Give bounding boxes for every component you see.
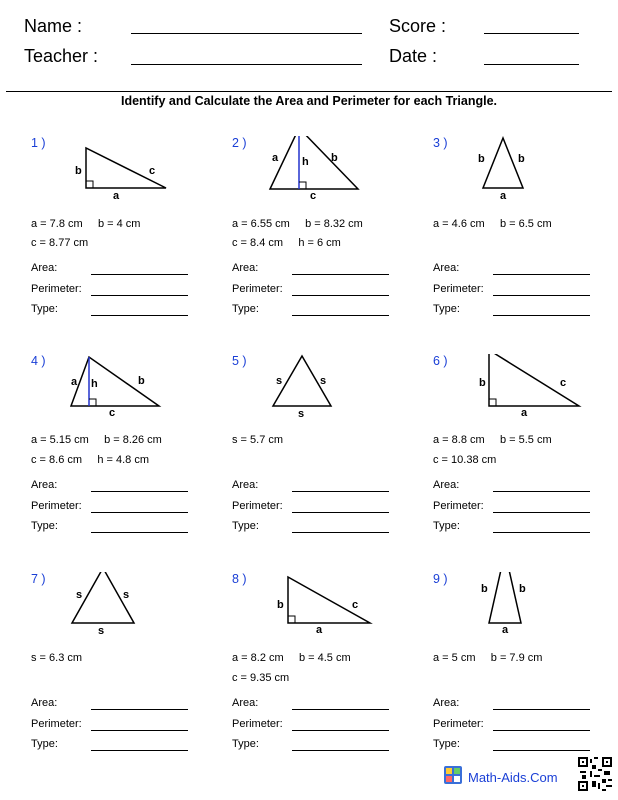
side-label: c: [149, 165, 156, 177]
side-label: b: [331, 152, 338, 164]
type-label: Type:: [433, 738, 460, 750]
perimeter-answer-line[interactable]: [91, 512, 188, 513]
area-answer-line[interactable]: [292, 491, 389, 492]
type-label: Type:: [31, 303, 58, 315]
perimeter-answer-line[interactable]: [91, 295, 188, 296]
problem-number: 6 ): [433, 354, 448, 368]
problem-8: [232, 572, 432, 792]
teacher-field[interactable]: [131, 64, 362, 65]
type-answer-line[interactable]: [493, 315, 590, 316]
triangle-figure: [31, 572, 231, 642]
type-label: Type:: [433, 303, 460, 315]
side-label: b: [138, 375, 145, 387]
side-label: c: [310, 190, 317, 202]
problem-4: [31, 354, 231, 574]
triangle-figure: [232, 136, 432, 206]
triangle-figure: [232, 354, 432, 424]
area-answer-line[interactable]: [493, 491, 590, 492]
calculator-logo-icon: [444, 766, 462, 784]
perimeter-label: Perimeter:: [433, 283, 484, 295]
area-label: Area:: [433, 262, 460, 274]
height-label: h: [302, 156, 309, 168]
side-label: a: [502, 624, 509, 636]
type-answer-line[interactable]: [493, 532, 590, 533]
type-answer-line[interactable]: [91, 750, 188, 751]
side-label: a: [113, 190, 120, 202]
side-label: s: [276, 375, 283, 387]
type-label: Type:: [31, 520, 58, 532]
area-label: Area:: [232, 479, 259, 491]
given-line-2: c = 8.77 cm: [31, 237, 89, 249]
area-label: Area:: [232, 697, 259, 709]
side-label: s: [298, 408, 305, 420]
area-label: Area:: [433, 479, 460, 491]
side-label: b: [478, 153, 485, 165]
score-field[interactable]: [484, 33, 579, 34]
height-label: h: [91, 378, 98, 390]
side-label: s: [98, 625, 105, 637]
side-label: s: [76, 589, 83, 601]
perimeter-label: Perimeter:: [31, 718, 82, 730]
perimeter-label: Perimeter:: [232, 718, 283, 730]
problem-number: 5 ): [232, 354, 247, 368]
side-label: c: [109, 407, 116, 419]
area-label: Area:: [31, 262, 58, 274]
given-line-2: c = 9.35 cm: [232, 672, 290, 684]
type-label: Type:: [232, 303, 259, 315]
given-line-1: a = 6.55 cm b = 8.32 cm: [232, 218, 363, 230]
type-answer-line[interactable]: [292, 532, 389, 533]
side-label: c: [560, 377, 567, 389]
triangle-figure: [433, 354, 618, 424]
given-line-1: a = 4.6 cm b = 6.5 cm: [433, 218, 552, 230]
problem-number: 9 ): [433, 572, 448, 586]
side-label: a: [521, 407, 528, 419]
score-label: Score :: [389, 16, 447, 36]
problem-number: 3 ): [433, 136, 448, 150]
teacher-label: Teacher :: [24, 46, 99, 66]
triangle-figure: [31, 136, 231, 206]
problem-number: 1 ): [31, 136, 46, 150]
date-label: Date :: [389, 46, 438, 66]
perimeter-label: Perimeter:: [232, 500, 283, 512]
perimeter-answer-line[interactable]: [493, 730, 590, 731]
side-label: a: [71, 376, 78, 388]
area-answer-line[interactable]: [292, 709, 389, 710]
triangle-figure: [433, 572, 618, 642]
perimeter-answer-line[interactable]: [493, 295, 590, 296]
given-line-1: a = 8.8 cm b = 5.5 cm: [433, 434, 552, 446]
problem-number: 7 ): [31, 572, 46, 586]
given-line-1: s = 5.7 cm: [232, 434, 284, 446]
given-line-1: a = 7.8 cm b = 4 cm: [31, 218, 141, 230]
type-answer-line[interactable]: [292, 750, 389, 751]
area-answer-line[interactable]: [292, 274, 389, 275]
type-label: Type:: [433, 520, 460, 532]
name-label: Name :: [24, 16, 83, 36]
given-line-1: a = 5.15 cm b = 8.26 cm: [31, 434, 162, 446]
side-label: s: [320, 375, 327, 387]
problem-number: 4 ): [31, 354, 46, 368]
side-label: b: [277, 599, 284, 611]
type-answer-line[interactable]: [91, 315, 188, 316]
perimeter-label: Perimeter:: [433, 500, 484, 512]
problem-number: 8 ): [232, 572, 247, 586]
problem-number: 2 ): [232, 136, 247, 150]
problem-7: [31, 572, 231, 792]
area-label: Area:: [31, 697, 58, 709]
given-line-2: c = 8.4 cm h = 6 cm: [232, 237, 341, 249]
problem-6: [433, 354, 618, 574]
type-label: Type:: [232, 738, 259, 750]
given-line-2: c = 10.38 cm: [433, 454, 497, 466]
name-field[interactable]: [131, 33, 362, 34]
perimeter-answer-line[interactable]: [292, 512, 389, 513]
area-answer-line[interactable]: [493, 709, 590, 710]
area-label: Area:: [232, 262, 259, 274]
side-label: c: [352, 599, 359, 611]
perimeter-answer-line[interactable]: [292, 295, 389, 296]
area-label: Area:: [31, 479, 58, 491]
area-label: Area:: [433, 697, 460, 709]
perimeter-label: Perimeter:: [232, 283, 283, 295]
area-answer-line[interactable]: [91, 709, 188, 710]
given-line-1: a = 5 cm b = 7.9 cm: [433, 652, 543, 664]
triangle-figure: [433, 136, 618, 206]
problem-1: [31, 136, 231, 356]
area-answer-line[interactable]: [91, 274, 188, 275]
side-label: s: [123, 589, 130, 601]
area-answer-line[interactable]: [91, 491, 188, 492]
triangle-figure: [31, 354, 231, 424]
side-label: a: [316, 624, 323, 636]
side-label: b: [519, 583, 526, 595]
perimeter-answer-line[interactable]: [493, 512, 590, 513]
date-field[interactable]: [484, 64, 579, 65]
brand-link[interactable]: Math-Aids.Com: [468, 770, 558, 785]
side-label: b: [518, 153, 525, 165]
type-label: Type:: [31, 738, 58, 750]
problem-3: [433, 136, 618, 356]
problem-5: [232, 354, 432, 574]
perimeter-label: Perimeter:: [31, 500, 82, 512]
perimeter-answer-line[interactable]: [292, 730, 389, 731]
side-label: a: [272, 152, 279, 164]
qr-code-icon: [578, 757, 612, 791]
given-line-1: s = 6.3 cm: [31, 652, 83, 664]
side-label: b: [479, 377, 486, 389]
given-line-1: a = 8.2 cm b = 4.5 cm: [232, 652, 351, 664]
type-answer-line[interactable]: [91, 532, 188, 533]
worksheet-title: Identify and Calculate the Area and Perimeter for each Triangle.: [120, 94, 498, 108]
type-answer-line[interactable]: [292, 315, 389, 316]
area-answer-line[interactable]: [493, 274, 590, 275]
side-label: b: [481, 583, 488, 595]
side-label: b: [75, 165, 82, 177]
given-line-2: c = 8.6 cm h = 4.8 cm: [31, 454, 149, 466]
type-label: Type:: [232, 520, 259, 532]
perimeter-label: Perimeter:: [433, 718, 484, 730]
perimeter-label: Perimeter:: [31, 283, 82, 295]
header-divider: [6, 91, 612, 92]
triangle-figure: [232, 572, 432, 642]
type-answer-line[interactable]: [493, 750, 590, 751]
problem-2: [232, 136, 432, 356]
side-label: a: [500, 190, 507, 202]
perimeter-answer-line[interactable]: [91, 730, 188, 731]
